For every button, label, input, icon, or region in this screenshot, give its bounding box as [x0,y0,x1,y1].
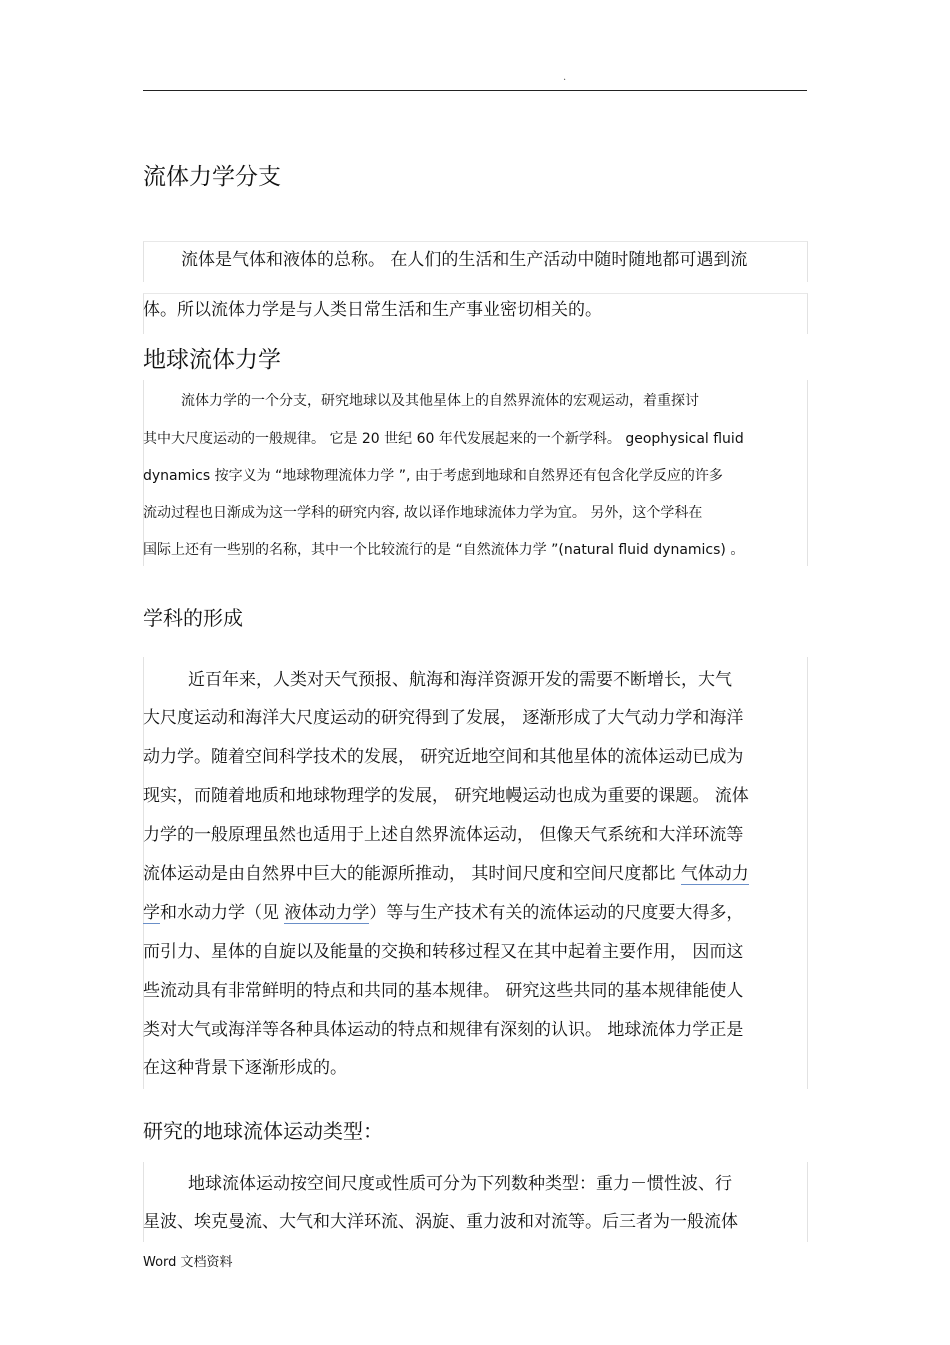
section-heading-types: 研究的地球流体运动类型： [143,1119,383,1143]
footer-label: Word 文档资料 [143,1255,233,1270]
liquid-dynamics-link[interactable]: 液体动力学 [284,903,370,923]
section1-line: 国际上还有一些别的名称，其中一个比较流行的是 “自然流体力学 ”(natural fluid dynamics) 。 [143,542,745,558]
header-dot: . [563,72,567,83]
gas-dynamics-link-cont[interactable]: 学 [143,903,160,923]
intro-line-2: 体。所以流体力学是与人类日常生活和生产事业密切相关的。 [143,300,602,320]
section1-line: 其中大尺度运动的一般规律。 它是 20 世纪 60 年代发展起来的一个新学科。 geophysical fluid [143,431,744,447]
section1-line: 流动过程也日渐成为这一学科的研究内容, 故以译作地球流体力学为宜。 另外，这个学科在 [143,505,703,521]
section2-line: 动力学。随着空间科学技术的发展， 研究近地空间和其他星体的流体运动已成为 [143,747,744,767]
section3-line: 地球流体运动按空间尺度或性质可分为下列数种类型：重力－惯性波、行 [188,1174,732,1194]
gas-dynamics-link[interactable]: 气体动力 [680,864,749,884]
section1-line: 流体力学的一个分支，研究地球以及其他星体上的自然界流体的宏观运动，着重探讨 [181,393,699,409]
section2-text: 和水动力学（见 [160,903,285,923]
section2-line: 在这种背景下逐渐形成的。 [143,1058,347,1078]
intro-line-1: 流体是气体和液体的总称。 在人们的生活和生产活动中随时随地都可遇到流 [181,250,748,270]
section1-line: dynamics 按字义为 “地球物理流体力学 ”, 由于考虑到地球和自然界还有包含化学反应的许多 [143,468,723,484]
section2-text: ）等与生产技术有关的流体运动的尺度要大得多， [369,903,744,923]
section2-line [143,859,749,884]
section2-line: 近百年来，人类对天气预报、航海和海洋资源开发的需要不断增长，大气 [188,670,732,690]
section3-line: 星波、埃克曼流、大气和大洋环流、涡旋、重力波和对流等。后三者为一般流体 [143,1212,738,1232]
section2-line [143,898,743,923]
section2-line: 类对大气或海洋等各种具体运动的特点和规律有深刻的认识。 地球流体力学正是 [143,1020,744,1040]
section-heading-formation: 学科的形成 [143,606,243,630]
page-title: 流体力学分支 [143,164,281,190]
section2-line: 现实，而随着地质和地球物理学的发展， 研究地幔运动也成为重要的课题。 流体 [143,786,749,806]
section2-line: 而引力、星体的自旋以及能量的交换和转移过程又在其中起着主要作用， 因而这 [143,942,744,962]
section2-line: 些流动具有非常鲜明的特点和共同的基本规律。 研究这些共同的基本规律能使人 [143,981,744,1001]
section-heading-geophysical: 地球流体力学 [143,347,281,373]
section2-line: 力学的一般原理虽然也适用于上述自然界流体运动， 但像天气系统和大洋环流等 [143,825,744,845]
section2-line: 大尺度运动和海洋大尺度运动的研究得到了发展， 逐渐形成了大气动力学和海洋 [143,708,744,728]
header-rule [143,90,807,91]
section2-text: 流体运动是由自然界中巨大的能源所推动， 其时间尺度和空间尺度都比 [143,864,681,884]
